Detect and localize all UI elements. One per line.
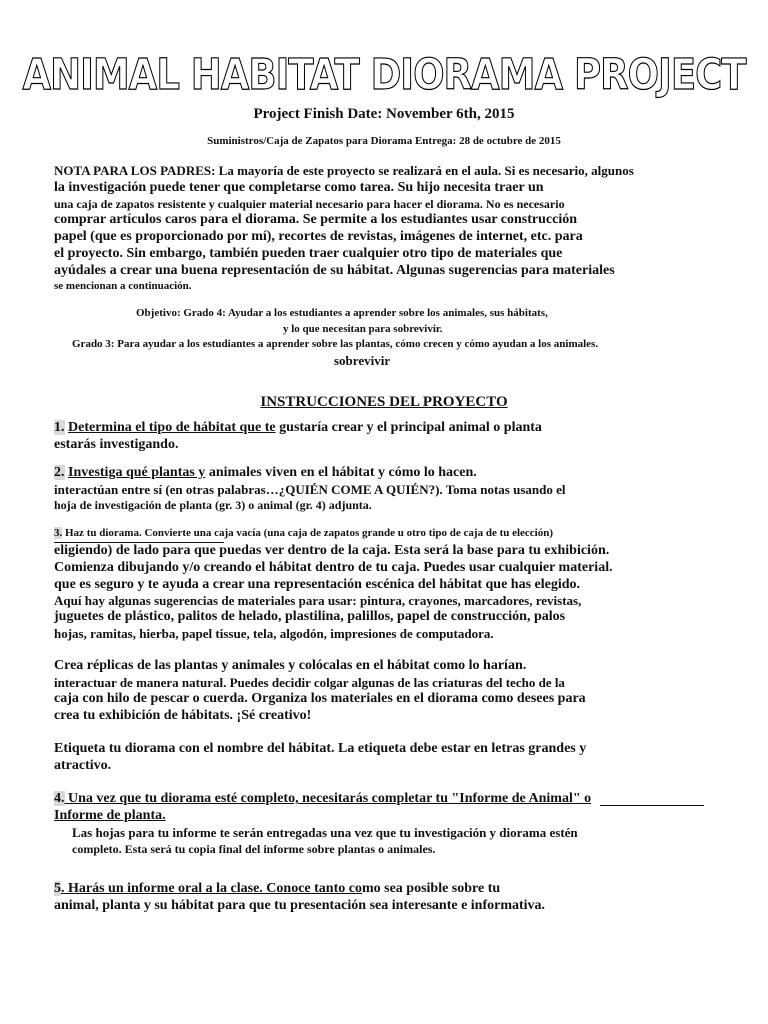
step-4-line2: Informe de planta. — [54, 808, 166, 823]
note-line: una caja de zapatos resistente y cualquier material necesario para hacer el diorama. No es necesario — [54, 197, 565, 211]
step-3-text: Aquí hay algunas sugerencias de materiales para usar: pintura, crayones, marcadores, revistas, — [54, 593, 582, 608]
objective-grade3: Grado 3: Para ayudar a los estudiantes a aprender sobre las plantas, cómo crecen y cómo ayudan a los animales. — [72, 338, 599, 350]
objective-grade4-cont: y lo que necesitan para sobrevivir. — [283, 323, 443, 335]
supplies-due-date: Suministros/Caja de Zapatos para Diorama Entrega: 28 de octubre de 2015 — [207, 135, 561, 147]
step-number: 1. — [54, 420, 65, 435]
step-2-line2: interactúan entre sí (en otras palabras…¿QUIÉN COME A QUIÉN?). Toma notas usando el — [54, 482, 566, 497]
objective-grade3-cont: sobrevivir — [334, 353, 391, 368]
step-3-text: que es seguro y te ayuda a crear una representación escénica del hábitat que has elegido. — [54, 577, 581, 592]
step-number: 2. — [54, 465, 65, 480]
step-3-line — [54, 527, 553, 539]
step-number: 3. — [54, 527, 63, 539]
step-1-underlined: Determina el tipo de hábitat que te — [68, 420, 276, 435]
step-5-line — [54, 881, 500, 897]
step-number: 5 — [54, 881, 61, 896]
note-line: NOTA PARA LOS PADRES: La mayoría de este proyecto se realizará en el aula. Si es necesario, algunos — [54, 163, 634, 178]
page-title: ANIMAL HABITAT DIORAMA PROJECT — [22, 50, 746, 100]
instructions-heading: INSTRUCCIONES DEL PROYECTO — [260, 394, 508, 410]
step-1-line — [54, 420, 542, 436]
step-3-intro: Haz tu diorama. Convierte una caja vacía (una caja de zapatos grande u otro tipo de caja de tu elección) — [62, 527, 554, 539]
note-line: ayúdales a crear una buena representación de su hábitat. Algunas sugerencias para materiales — [54, 263, 615, 278]
replicas-line: interactuar de manera natural. Puedes decidir colgar algunas de las criaturas del techo de la — [54, 675, 565, 690]
step-4-rule — [600, 805, 704, 806]
step-3-text: juguetes de plástico, palitos de helado, plastilina, palillos, papel de construcción, palos — [54, 609, 566, 624]
step-4-text: Una vez que tu diorama esté completo, necesitarás completar tu "Informe de Animal" o — [64, 791, 592, 806]
step-2-underlined: Investiga qué plantas y — [68, 465, 206, 480]
step-number: 4. — [54, 791, 65, 806]
step-3-text: hojas, ramitas, hierba, papel tissue, tela, algodón, impresiones de computadora. — [54, 626, 494, 641]
step-2-line — [54, 465, 477, 481]
replicas-line: crea tu exhibición de hábitats. ¡Sé creativo! — [54, 708, 312, 723]
step-3-text: Comienza dibujando y/o creando el hábitat dentro de tu caja. Puedes usar cualquier material. — [54, 560, 613, 575]
step-4-line — [54, 791, 591, 807]
step-5-rest: mo sea posible sobre tu — [361, 881, 501, 896]
note-line: se mencionan a continuación. — [54, 280, 192, 292]
replicas-line: caja con hilo de pescar o cuerda. Organiza los materiales en el diorama como desees para — [54, 691, 586, 706]
objective-grade4: Objetivo: Grado 4: Ayudar a los estudiantes a aprender sobre los animales, sus hábitats, — [136, 307, 548, 319]
step-5-underlined: . Harás un informe oral a la clase. Conoce tanto co — [61, 881, 362, 896]
finish-date: Project Finish Date: November 6th, 2015 — [253, 106, 515, 122]
step-4-subline: completo. Esta será tu copia final del informe sobre plantas o animales. — [72, 842, 436, 856]
label-line: atractivo. — [54, 758, 112, 773]
step-5-line2: animal, planta y su hábitat para que tu presentación sea interesante e informativa. — [54, 898, 546, 913]
note-line: la investigación puede tener que completarse como tarea. Su hijo necesita traer un — [54, 180, 544, 195]
step-4-subline: Las hojas para tu informe te serán entregadas una vez que tu investigación y diorama estén — [72, 825, 578, 840]
step-2-line3: hoja de investigación de planta (gr. 3) o animal (gr. 4) adjunta. — [54, 498, 372, 512]
replicas-line: Crea réplicas de las plantas y animales y colócalas en el hábitat como lo harían. — [54, 658, 527, 673]
step-2-rest: animales viven en el hábitat y cómo lo hacen. — [205, 465, 477, 480]
step-3-text: eligiendo) de lado para que puedas ver dentro de la caja. Esta será la base para tu exhibición. — [54, 543, 610, 558]
step-1-rest: gustaría crear y el principal animal o planta — [275, 420, 542, 435]
step-1-line2: estarás investigando. — [54, 437, 179, 452]
label-line: Etiqueta tu diorama con el nombre del hábitat. La etiqueta debe estar en letras grandes y — [54, 741, 587, 756]
note-line: el proyecto. Sin embargo, también pueden traer cualquier otro tipo de materiales que — [54, 246, 563, 261]
note-line: comprar artículos caros para el diorama. Se permite a los estudiantes usar construcción — [54, 212, 578, 227]
note-line: papel (que es proporcionado por mí), recortes de revistas, imágenes de internet, etc. para — [54, 229, 583, 244]
